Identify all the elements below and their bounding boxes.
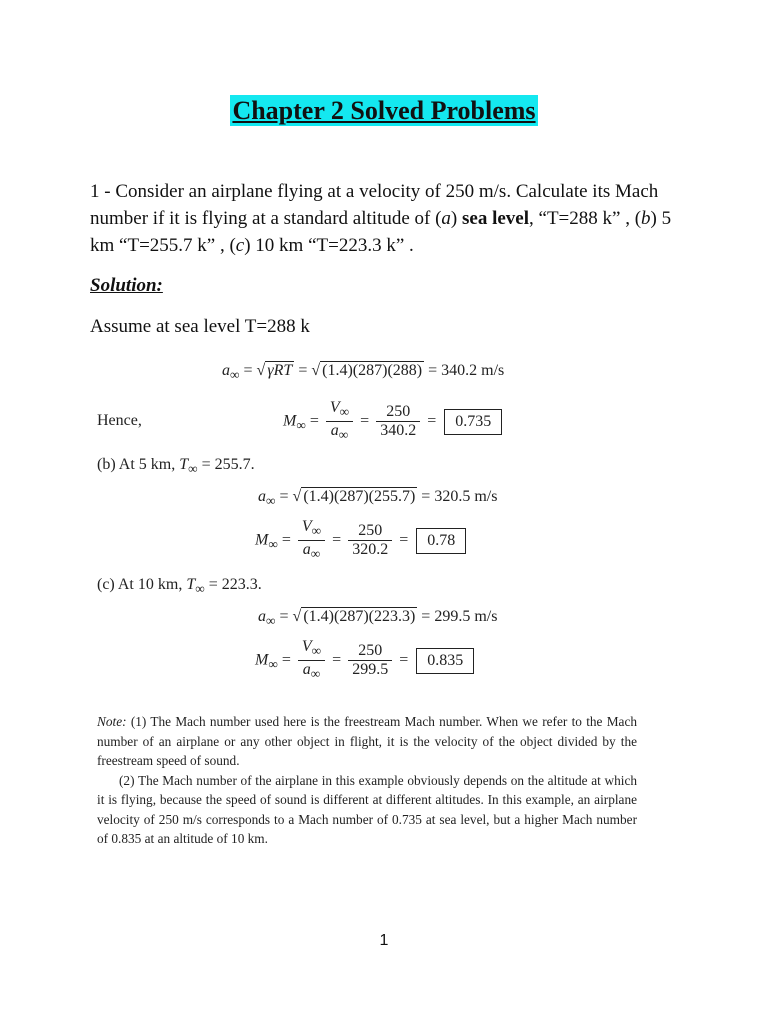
part-c-heading: (c) At 10 km, $T_\infty = 223.3$. (97, 576, 262, 597)
problem-statement: 1 - Consider an airplane flying at a velocity of 250 m/s. Calculate its Mach number if it is flying at a standard altitude of (a) sea level, “T=288 k” , (b) 5 km “T=255.7 k” , (c) 10 km “T=223.3 k” . (90, 181, 672, 256)
equation-b-sound-speed: $a_\infty$ = √ (1.4)(287)(255.7) = 320.5 m/s (258, 488, 498, 509)
hence-label: Hence, (97, 412, 142, 429)
page-title: Chapter 2 Solved Problems (232, 96, 536, 125)
sea-level-term: sea level (462, 208, 530, 229)
note-block (97, 712, 637, 849)
note-paragraph-2: (2) The Mach number of the airplane in this example obviously depends on the altitude at which it is flying, because the speed of sound is different at different altitudes. In this example, an airplane velocity of 250 m/s corresponds to a Mach number of 0.735 at sea level, but a higher Mach number of 0.835 at an altitude of 10 km. (97, 772, 637, 846)
problem-number: 1 (90, 181, 100, 202)
equation-sea-sound-speed: $a_\infty$ = √ γRT = √ (1.4)(287)(288) = 340.2 m/s (222, 362, 505, 383)
page-number: 1 (379, 932, 389, 949)
equation-c-mach: $M_\infty$ = $\frac{V_\infty}{a_\infty}$ = $\frac{250}{299.5}$ = 0.835 (255, 638, 474, 683)
equation-b-mach: $M_\infty$ = $\frac{V_\infty}{a_\infty}$ = $\frac{250}{320.2}$ = 0.78 (255, 518, 466, 563)
note-label: Note: (97, 714, 127, 729)
part-b-heading: (b) At 5 km, $T_\infty = 255.7$. (97, 456, 255, 477)
note-paragraph-1: Note: (1) The Mach number used here is the freestream Mach number. When we refer to the Mach number of an airplane or any other object in flight, it is the velocity of the object divided by the freestream speed of sound. (97, 714, 637, 768)
page-title-wrap (0, 96, 768, 126)
solution-heading: Solution: (90, 275, 163, 296)
equation-c-sound-speed: $a_\infty$ = √ (1.4)(287)(223.3) = 299.5 m/s (258, 608, 498, 629)
mach-b-result: 0.78 (416, 528, 466, 554)
assumption-text: Assume at sea level T=288 k (90, 316, 310, 337)
mach-c-result: 0.835 (416, 648, 474, 674)
equation-mach-sea: $M_\infty$ = $\frac{V_\infty}{a_\infty}$ = $\frac{250}{340.2}$ = 0.735 (283, 399, 502, 444)
mach-sea-result: 0.735 (444, 409, 502, 435)
